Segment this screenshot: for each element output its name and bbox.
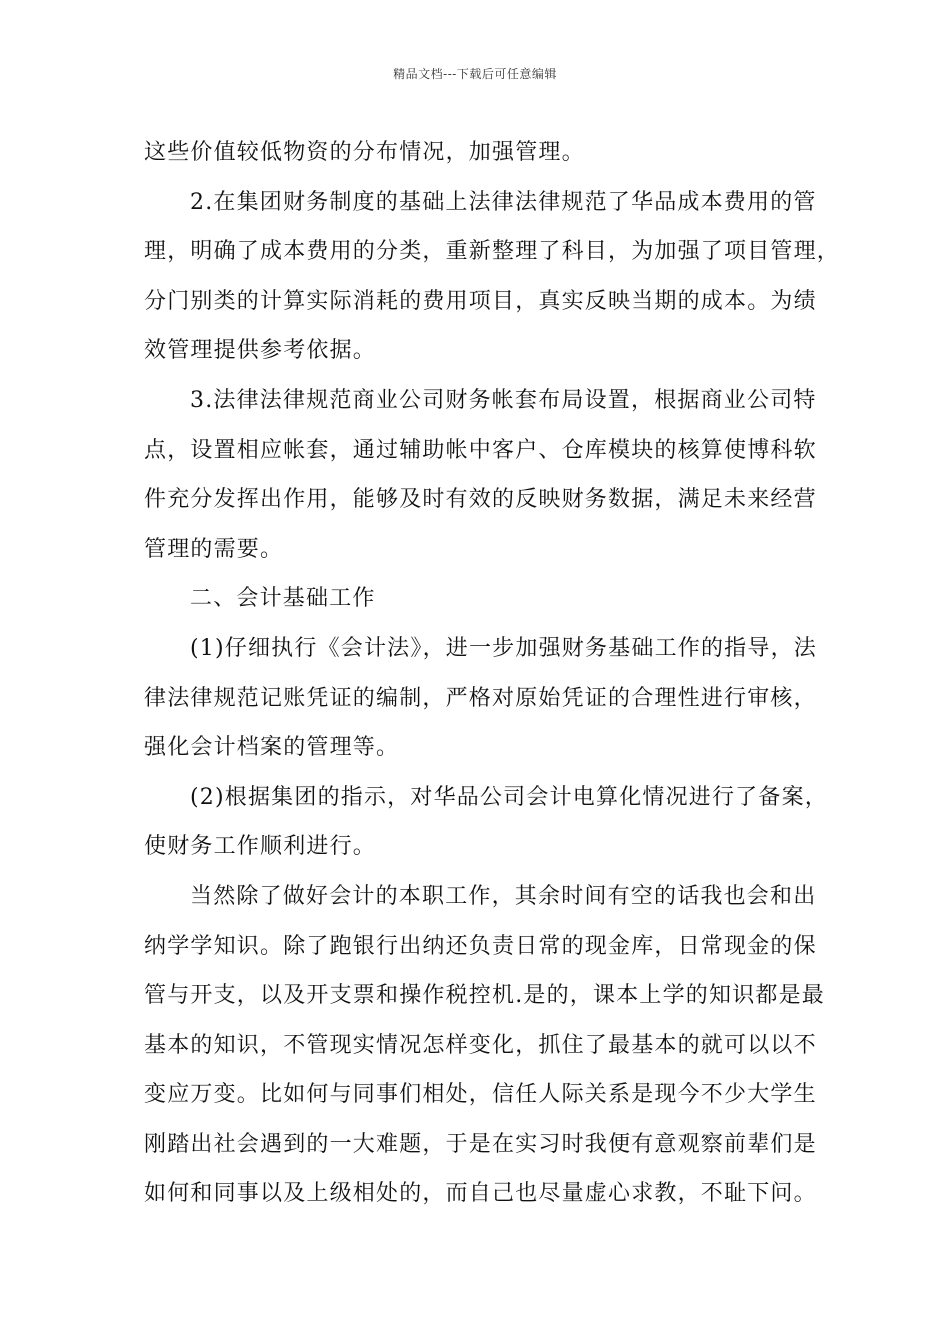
text-line: 效管理提供参考依据。 [144, 338, 377, 364]
paragraph-first-line: 3.法律法律规范商业公司财务帐套布局设置，根据商业公司特 [190, 387, 817, 413]
text-line: 基本的知识，不管现实情况怎样变化，抓住了最基本的就可以以不 [144, 1032, 817, 1058]
text-line: 律法律规范记账凭证的编制，严格对原始凭证的合理性进行审核， [144, 685, 817, 711]
text-line: 如何和同事以及上级相处的，而自己也尽量虚心求教，不耻下问。 [144, 1181, 817, 1207]
text-line: 点，设置相应帐套，通过辅助帐中客户、仓库模块的核算使博科软 [144, 437, 817, 463]
text-line: 分门别类的计算实际消耗的费用项目，真实反映当期的成本。为绩 [144, 288, 817, 314]
text-line: 件充分发挥出作用，能够及时有效的反映财务数据，满足未来经营 [144, 487, 817, 513]
page-header: 精品文档---下载后可任意编辑 [393, 67, 557, 81]
text-line: 这些价值较低物资的分布情况，加强管理。 [144, 140, 585, 165]
paragraph-first-line: 2.在集团财务制度的基础上法律法律规范了华品成本费用的管 [190, 189, 817, 215]
text-line: 变应万变。比如何与同事们相处，信任人际关系是现今不少大学生 [144, 1082, 817, 1108]
document-body [144, 128, 841, 1219]
section-heading: 二、会计基础工作 [190, 586, 376, 612]
paragraph-first-line: (2)根据集团的指示，对华品公司会计电算化情况进行了备案， [190, 784, 828, 810]
text-line: 管与开支，以及开支票和操作税控机.是的，课本上学的知识都是最 [144, 983, 825, 1009]
text-line: 纳学学知识。除了跑银行出纳还负责日常的现金库，日常现金的保 [144, 933, 817, 959]
text-line: 使财务工作顺利进行。 [144, 834, 377, 860]
text-line: 管理的需要。 [144, 536, 284, 562]
text-line: 理，明确了成本费用的分类，重新整理了科目，为加强了项目管理， [144, 239, 841, 265]
text-line: 强化会计档案的管理等。 [144, 735, 400, 761]
text-line: 刚踏出社会遇到的一大难题，于是在实习时我便有意观察前辈们是 [144, 1131, 817, 1157]
paragraph-first-line: 当然除了做好会计的本职工作，其余时间有空的话我也会和出 [190, 883, 817, 909]
paragraph-first-line: (1)仔细执行《会计法》，进一步加强财务基础工作的指导，法 [190, 635, 817, 661]
